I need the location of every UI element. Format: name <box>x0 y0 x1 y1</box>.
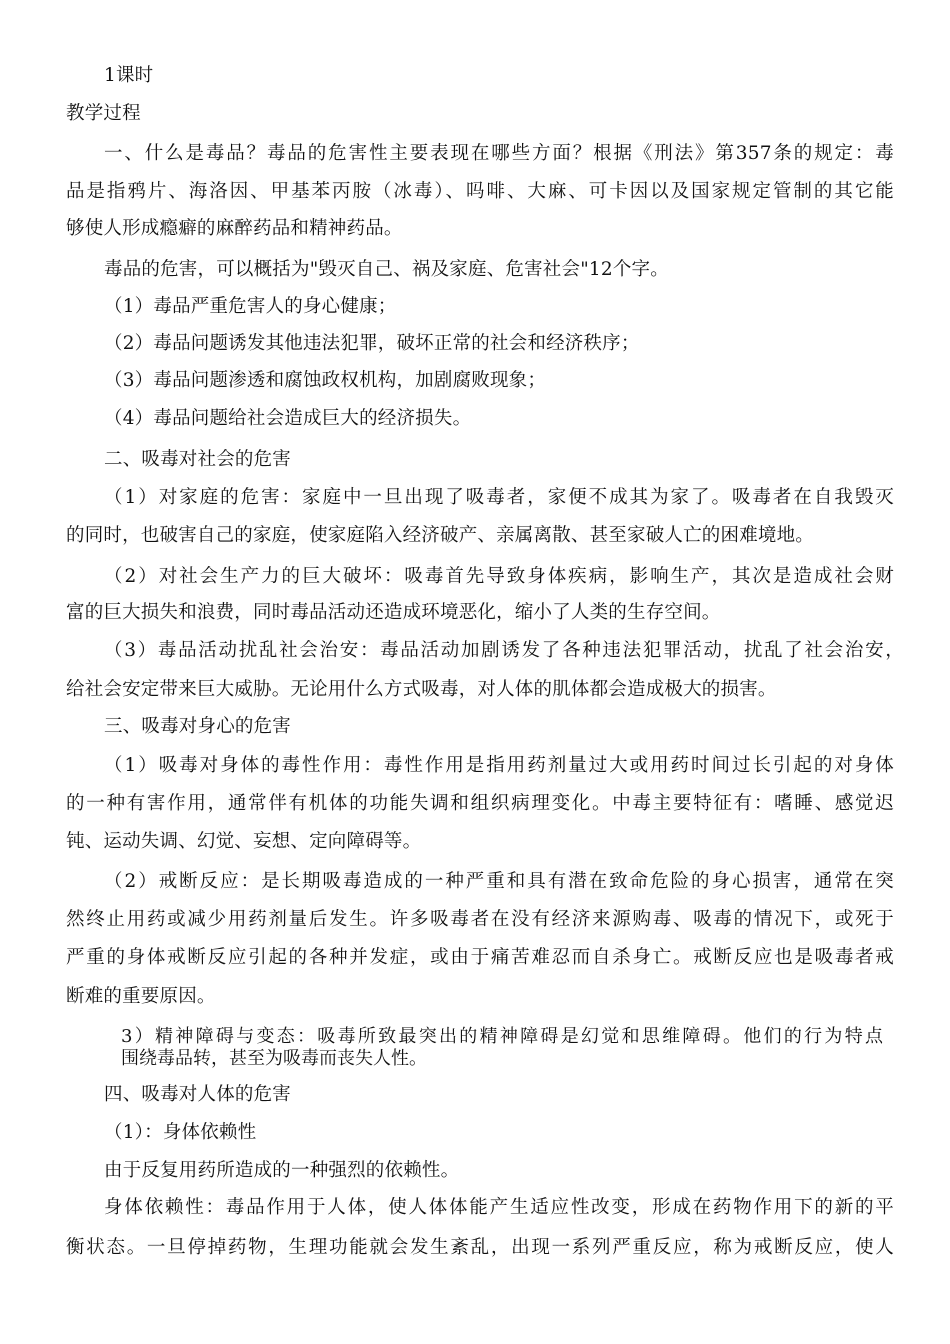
paragraph-line: （1）对家庭的危害：家庭中一旦出现了吸毒者，家便不成其为家了。吸毒者在自我毁灭 <box>104 487 894 508</box>
list-item: （1）毒品严重危害人的身心健康； <box>104 296 397 317</box>
paragraph-line: （3）毒品活动扰乱社会治安：毒品活动加剧诱发了各种违法犯罪活动，扰乱了社会治安， <box>104 640 904 661</box>
paragraph-line: （1）吸毒对身体的毒性作用：毒性作用是指用药剂量过大或用药时间过长引起的对身体 <box>104 755 894 776</box>
section-heading: 三、吸毒对身心的危害 <box>104 716 292 737</box>
section-heading: 教学过程 <box>66 103 141 124</box>
list-item: （3）毒品问题渗透和腐蚀政权机构，加剧腐败现象； <box>104 370 547 391</box>
paragraph-line: 由于反复用药所造成的一种强烈的依赖性。 <box>104 1160 460 1181</box>
paragraph-line: 围绕毒品转，甚至为吸毒而丧失人性。 <box>121 1048 427 1069</box>
paragraph-line: 衡状态。一旦停掉药物，生理功能就会发生紊乱，出现一系列严重反应，称为戒断反应，使人 <box>66 1237 894 1258</box>
paragraph-line: 钝、运动失调、幻觉、妄想、定向障碍等。 <box>66 831 422 852</box>
list-item: （4）毒品问题给社会造成巨大的经济损失。 <box>104 408 472 429</box>
paragraph-line: 毒品的危害，可以概括为"毁灭自己、祸及家庭、危害社会"12个字。 <box>104 259 669 280</box>
paragraph-line: 一、什么是毒品？毒品的危害性主要表现在哪些方面？根据《刑法》第357条的规定：毒 <box>104 143 894 164</box>
lesson-header: 1课时 <box>104 65 154 86</box>
paragraph-line: 3）精神障碍与变态：吸毒所致最突出的精神障碍是幻觉和思维障碍。他们的行为特点 <box>121 1026 883 1047</box>
list-item: （2）毒品问题诱发其他违法犯罪，破坏正常的社会和经济秩序； <box>104 333 640 354</box>
paragraph-line: 给社会安定带来巨大威胁。无论用什么方式吸毒，对人体的肌体都会造成极大的损害。 <box>66 679 777 700</box>
paragraph-line: 的同时，也破害自己的家庭，使家庭陷入经济破产、亲属离散、甚至家破人亡的困难境地。 <box>66 525 815 546</box>
paragraph-line: 品是指鸦片、海洛因、甲基苯丙胺（冰毒）、吗啡、大麻、可卡因以及国家规定管制的其它能 <box>66 181 894 202</box>
paragraph-line: （2）对社会生产力的巨大破坏：吸毒首先导致身体疾病，影响生产，其次是造成社会财 <box>104 566 894 587</box>
paragraph-line: 够使人形成瘾癖的麻醉药品和精神药品。 <box>66 218 403 239</box>
section-heading: 四、吸毒对人体的危害 <box>104 1084 292 1105</box>
paragraph-line: 富的巨大损失和浪费，同时毒品活动还造成环境恶化，缩小了人类的生存空间。 <box>66 602 721 623</box>
paragraph-line: 的一种有害作用，通常伴有机体的功能失调和组织病理变化。中毒主要特征有：嗜睡、感觉迟 <box>66 793 894 814</box>
subheading: （1）：身体依赖性 <box>104 1122 257 1143</box>
paragraph-line: （2）戒断反应：是长期吸毒造成的一种严重和具有潜在致命危险的身心损害，通常在突 <box>104 871 894 892</box>
paragraph-line: 身体依赖性：毒品作用于人体，使人体体能产生适应性改变，形成在药物作用下的新的平 <box>104 1197 894 1218</box>
paragraph-line: 然终止用药或减少用药剂量后发生。许多吸毒者在没有经济来源购毒、吸毒的情况下，或死于 <box>66 909 894 930</box>
section-heading: 二、吸毒对社会的危害 <box>104 449 292 470</box>
paragraph-line: 严重的身体戒断反应引起的各种并发症，或由于痛苦难忍而自杀身亡。戒断反应也是吸毒者戒 <box>66 947 894 968</box>
paragraph-line: 断难的重要原因。 <box>66 986 216 1007</box>
